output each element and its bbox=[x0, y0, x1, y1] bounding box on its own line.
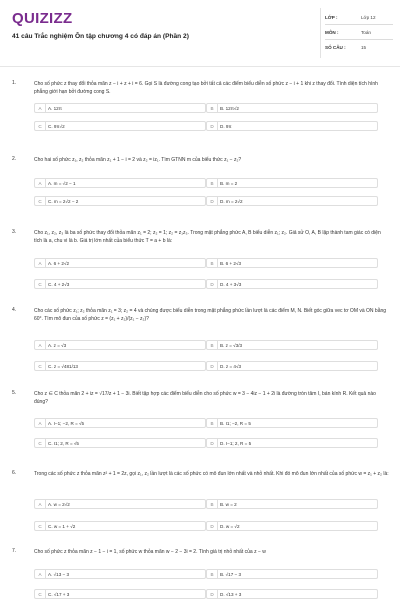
meta-row-subject bbox=[325, 25, 393, 40]
option-letter: B bbox=[207, 570, 218, 579]
option-text: A. 6 + 2√2 bbox=[48, 261, 70, 266]
option-text: D. z = 4√3 bbox=[220, 364, 242, 369]
question-number: 2. bbox=[12, 156, 17, 162]
option-text: D. 9π bbox=[220, 124, 232, 129]
option-letter: A bbox=[35, 419, 46, 428]
question-number: 4. bbox=[12, 307, 17, 313]
meta-value: Toán bbox=[361, 29, 371, 35]
option-b[interactable] bbox=[206, 569, 378, 579]
option-text: D. √13 + 3 bbox=[220, 592, 242, 597]
meta-value: 15 bbox=[361, 44, 367, 50]
option-text: C. z = √481/13 bbox=[48, 364, 78, 369]
option-text: B. m = 2 bbox=[220, 181, 238, 186]
option-letter: B bbox=[207, 341, 218, 350]
question-number: 5. bbox=[12, 390, 17, 396]
option-letter: A bbox=[35, 104, 46, 113]
option-text: C. 4 + 2√3 bbox=[48, 282, 70, 287]
option-text: D. 4 + 3√3 bbox=[220, 282, 242, 287]
option-text: A. 12π bbox=[48, 106, 62, 111]
option-c[interactable] bbox=[34, 196, 206, 206]
option-letter: D bbox=[207, 590, 218, 599]
option-text: A. w = 2√2 bbox=[48, 502, 70, 507]
option-letter: C bbox=[35, 590, 46, 599]
option-a[interactable] bbox=[34, 569, 206, 579]
meta-label: MÔN : bbox=[325, 29, 339, 35]
meta-row-class bbox=[325, 10, 393, 25]
option-letter: B bbox=[207, 259, 218, 268]
option-letter: A bbox=[35, 259, 46, 268]
option-letter: B bbox=[207, 500, 218, 509]
option-text: B. z = √3/3 bbox=[220, 343, 243, 348]
option-b[interactable] bbox=[206, 103, 378, 113]
option-c[interactable] bbox=[34, 521, 206, 531]
question-number: 7. bbox=[12, 548, 17, 554]
option-letter: D bbox=[207, 197, 218, 206]
option-letter: B bbox=[207, 104, 218, 113]
option-b[interactable] bbox=[206, 340, 378, 350]
question-text: Cho z ∈ C thỏa mãn 2 + iz = √17/z + 1 − 3i. Biết tập hợp các điểm biểu diễn cho số phức w = 3 − 4iz − 1 + 2i là đường tròn tâm I, bán kính R. Kết quả nào đúng? bbox=[34, 391, 376, 405]
option-d[interactable] bbox=[206, 361, 378, 371]
option-letter: D bbox=[207, 280, 218, 289]
option-letter: D bbox=[207, 522, 218, 531]
option-d[interactable] bbox=[206, 589, 378, 599]
option-letter: B bbox=[207, 179, 218, 188]
option-a[interactable] bbox=[34, 418, 206, 428]
question-text: Cho các số phức z₁; z₂ thỏa mãn z₁ = 3; z₂ = 4 và chúng được biểu diễn trong mặt phẳng phức lần lượt là các điểm M, N. Biết góc giữa vec tơ OM và ON bằng 60°. Tìm mô đun của số phức z = (z₁ + z₂)/(z₁ − z₂)? bbox=[34, 308, 387, 322]
option-text: D. m = 2√2 bbox=[220, 199, 243, 204]
option-text: C. √17 + 3 bbox=[48, 592, 70, 597]
option-letter: C bbox=[35, 122, 46, 131]
question-number: 3. bbox=[12, 229, 17, 235]
option-b[interactable] bbox=[206, 499, 378, 509]
option-letter: C bbox=[35, 439, 46, 448]
question-text: Cho số phức z thay đổi thỏa mãn z − i + z + i = 6. Gọi S là đường cong tạo bởi tất cả các điểm biểu diễn số phức z − i + 1 khi z thay đổi. Tính diện tích hình phẳng giới hạn bởi đường cong S. bbox=[34, 81, 378, 95]
option-letter: D bbox=[207, 439, 218, 448]
question-text: Cho số phức z thỏa mãn z − 1 − i = 1, số phức w thỏa mãn w − 2 − 3i = 2. Tính giá trị nhỏ nhất của z − w bbox=[34, 549, 266, 555]
option-a[interactable] bbox=[34, 499, 206, 509]
option-text: B. 12π√2 bbox=[220, 106, 239, 111]
option-text: B. I1; −2, R = 5 bbox=[220, 421, 251, 426]
option-letter: D bbox=[207, 122, 218, 131]
option-text: C. w = 1 + √2 bbox=[48, 524, 76, 529]
option-a[interactable] bbox=[34, 178, 206, 188]
option-d[interactable] bbox=[206, 121, 378, 131]
option-letter: D bbox=[207, 362, 218, 371]
meta-info bbox=[325, 10, 393, 54]
question-text: Cho hai số phức z₁, z₂ thỏa mãn z₁ + 1 − i = 2 và z₂ = iz₁. Tìm GTNN m của biểu thức z₁ − z₂? bbox=[34, 157, 242, 163]
option-text: A. z = √3 bbox=[48, 343, 67, 348]
option-letter: C bbox=[35, 280, 46, 289]
header-divider bbox=[0, 66, 400, 67]
option-text: B. √17 − 3 bbox=[220, 572, 242, 577]
option-a[interactable] bbox=[34, 103, 206, 113]
meta-row-count bbox=[325, 40, 393, 54]
option-c[interactable] bbox=[34, 589, 206, 599]
option-text: A. m = √2 − 1 bbox=[48, 181, 76, 186]
page-title: 41 câu Trắc nghiệm Ôn tập chương 4 có đáp án (Phần 2) bbox=[12, 33, 189, 40]
meta-label: SỐ CÂU : bbox=[325, 44, 346, 50]
question-number: 6. bbox=[12, 470, 17, 476]
option-d[interactable] bbox=[206, 196, 378, 206]
option-a[interactable] bbox=[34, 340, 206, 350]
option-c[interactable] bbox=[34, 279, 206, 289]
option-b[interactable] bbox=[206, 418, 378, 428]
quizizz-logo: QUIZIZZ bbox=[12, 10, 73, 27]
option-letter: C bbox=[35, 362, 46, 371]
option-d[interactable] bbox=[206, 438, 378, 448]
option-text: C. I1; 2, R = √5 bbox=[48, 441, 79, 446]
question-number: 1. bbox=[12, 80, 17, 86]
quiz-header bbox=[0, 0, 400, 62]
option-letter: B bbox=[207, 419, 218, 428]
option-letter: C bbox=[35, 522, 46, 531]
option-b[interactable] bbox=[206, 178, 378, 188]
option-letter: A bbox=[35, 341, 46, 350]
option-c[interactable] bbox=[34, 438, 206, 448]
option-text: C. m = 2√2 − 2 bbox=[48, 199, 79, 204]
option-c[interactable] bbox=[34, 361, 206, 371]
meta-value: Lớp 12 bbox=[361, 14, 376, 20]
option-text: C. 9π√2 bbox=[48, 124, 65, 129]
meta-divider bbox=[320, 8, 321, 58]
option-text: D. I−1; 2, R = 5 bbox=[220, 441, 252, 446]
option-b[interactable] bbox=[206, 258, 378, 268]
meta-label: LỚP : bbox=[325, 14, 338, 20]
option-letter: A bbox=[35, 500, 46, 509]
option-d[interactable] bbox=[206, 279, 378, 289]
option-letter: A bbox=[35, 179, 46, 188]
question-text: Trong các số phức z thỏa mãn z² + 1 = 2z, gọi z₁, z₂ lần lượt là các số phức có mô đun lớn nhất và nhỏ nhất. Khi đó mô đun lớn nhất của số phức w = z₁ + z₂ là: bbox=[34, 471, 389, 477]
question-text: Cho z₁, z₂, z₃ là ba số phức thay đổi thỏa mãn z₁ = 2; z₂ = 1; z₂ = z₁z₃. Trong mặt phẳng phức A, B biểu diễn z₁; z₂. Giả sử O, A, B lập thành tam giác có diện tích là a, chu vi là b. Giá trị lớn nhất của biểu thức T = a + b là: bbox=[34, 230, 381, 244]
option-text: A. √13 − 3 bbox=[48, 572, 70, 577]
option-letter: A bbox=[35, 570, 46, 579]
option-text: B. w = 2 bbox=[220, 502, 237, 507]
option-a[interactable] bbox=[34, 258, 206, 268]
option-letter: C bbox=[35, 197, 46, 206]
option-text: D. w = √2 bbox=[220, 524, 240, 529]
option-c[interactable] bbox=[34, 121, 206, 131]
option-text: B. 6 + 2√3 bbox=[220, 261, 242, 266]
option-d[interactable] bbox=[206, 521, 378, 531]
option-text: A. I−1; −2, R = √5 bbox=[48, 421, 85, 426]
